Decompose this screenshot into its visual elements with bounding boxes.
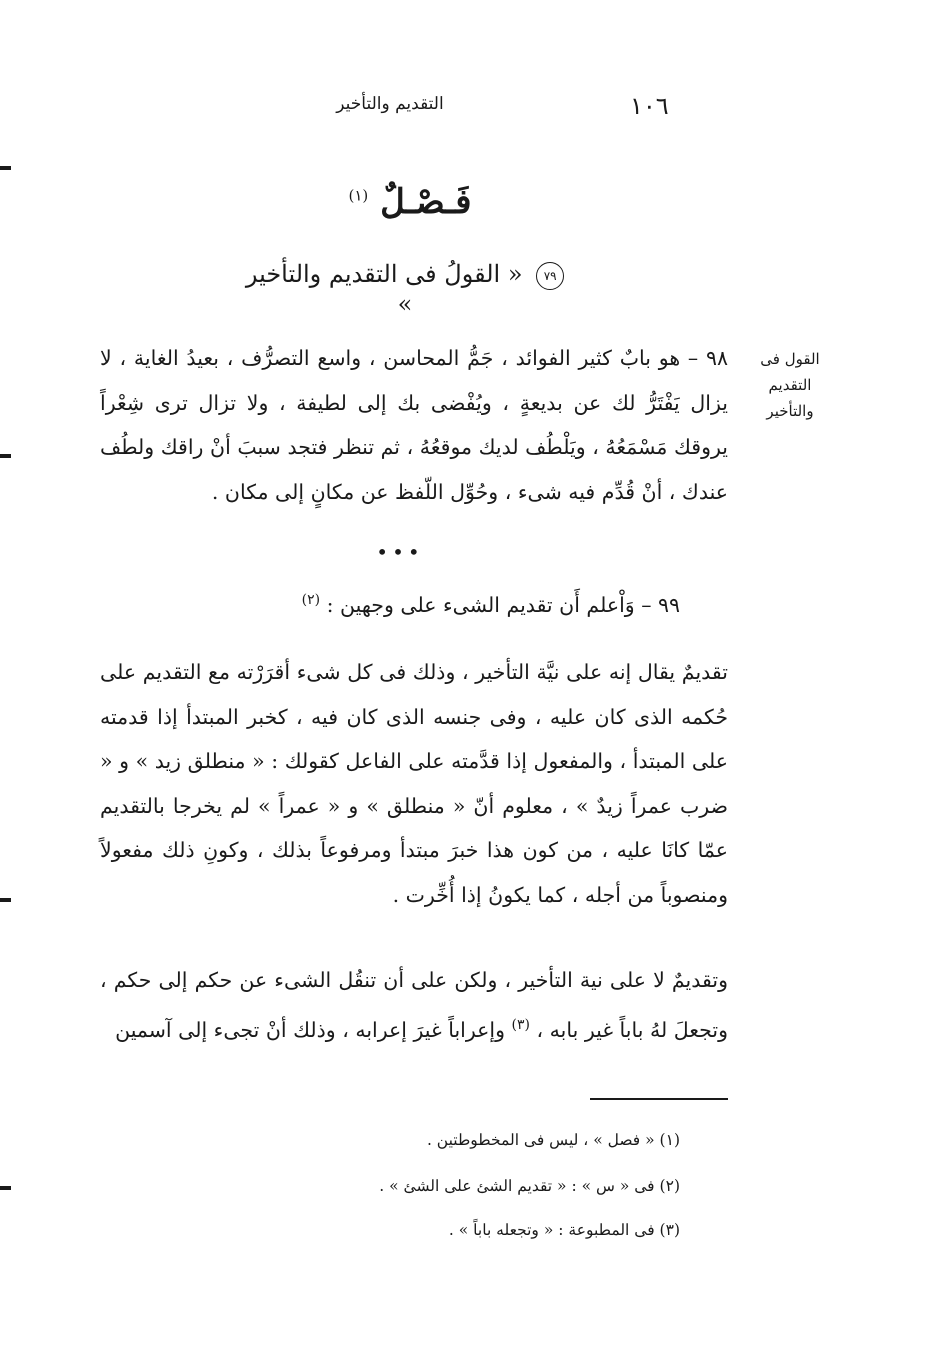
scan-edge-mark (0, 454, 11, 458)
paragraph-second-text-a: وتقديمٌ لا على نية التأخير ، ولكن على أن تنقُل الشىء عن حكم إلى حكم ، وتجعلَ لهُ باباً غير بابه ، (100, 968, 728, 1042)
page-number: ١٠٦ (630, 92, 669, 120)
section-number-badge: ٧٩ (536, 262, 564, 290)
paragraph-98: ٩٨ – هو بابٌ كثير الفوائد ، جَمُّ المحاسن ، واسع التصرُّف ، بعيدُ الغاية ، لا يزال يَفْتَرُّ لك عن بديعةٍ ، ويُفْضى بك إلى لطيفة ، ولا تزال ترى شِعْراً يروقك مَسْمَعُهُ ، ويَلْطُف لديك موقعُهُ ، ثم تنظر فتجد سببَ أنْ راقك ولطُف عندك ، أنْ قُدِّم فيه شىء ، وحُوِّل اللّفظ عن مكانٍ إلى مكان . (100, 346, 728, 504)
running-title: التقديم والتأخير (336, 94, 444, 114)
paragraph-99 (240, 578, 680, 627)
chapter-title (300, 182, 520, 222)
scan-edge-mark (0, 898, 11, 902)
paragraph-99-text: ٩٩ – وَاْعلم أَن تقديم الشىء على وجهين : (326, 592, 680, 617)
footnote-text: فى المطبوعة : « وتجعله باباً » . (448, 1221, 655, 1239)
margin-note (745, 346, 835, 424)
chapter-title-text: فَـصْـلٌ (380, 182, 472, 222)
footnote-ref-2: (٢) (301, 592, 321, 608)
paragraph-first-type: تقديمٌ يقال إنه على نيَّة التأخير ، وذلك فى كل شىء أقرَرْته مع التقديم على حُكمه الذى كان عليه ، وفى جنسه الذى كان فيه ، كخبر المبتدأ إذا قدمته على المبتدأ ، والمفعول إذا قدَّمته على الفاعل كقولك : « منطلق زيد » و « ضرب عمراً زيدٌ » ، معلوم أنّ « منطلق » و « عمراً » لم يخرجا بالتقديم عمّا كانَا عليه ، من كون هذا خبرَ مبتدأ ومرفوعاً بذلك ، وكونِ ذلك مفعولاً ومنصوباً من أجله ، كما يكونُ إذا أُخِّرت . (100, 660, 728, 907)
scan-edge-mark (0, 166, 11, 170)
footnote-number: (٣) (659, 1221, 680, 1239)
footnote-1 (300, 1128, 680, 1152)
footnote-number: (٢) (659, 1177, 680, 1195)
footnote-rule (590, 1098, 728, 1100)
footnote-2 (300, 1174, 680, 1198)
paragraph-second-text-b: وإعراباً غيرَ إعرابه ، وذلك أنْ تجىء إلى آسمين (115, 1017, 505, 1042)
footnote-3 (300, 1218, 680, 1242)
footnote-text: فى « س » : « تقديم الشئ على الشئ » . (379, 1177, 655, 1195)
section-separator: ••• (376, 540, 424, 564)
scan-edge-mark (0, 1186, 11, 1190)
footnote-ref-3: (٣) (511, 1016, 530, 1033)
section-heading-text: « القولُ فى التقديم والتأخير » (245, 260, 523, 318)
margin-note-line-2: والتأخير (766, 402, 814, 420)
paragraph-second-type (100, 958, 728, 1052)
section-heading (240, 260, 570, 318)
footnote-text: « فصل » ، ليس فى المخطوطتين . (426, 1131, 655, 1149)
footnote-number: (١) (659, 1131, 680, 1149)
footnote-ref-1: (١) (348, 186, 369, 205)
margin-note-line-1: القول فى التقديم (760, 350, 820, 394)
